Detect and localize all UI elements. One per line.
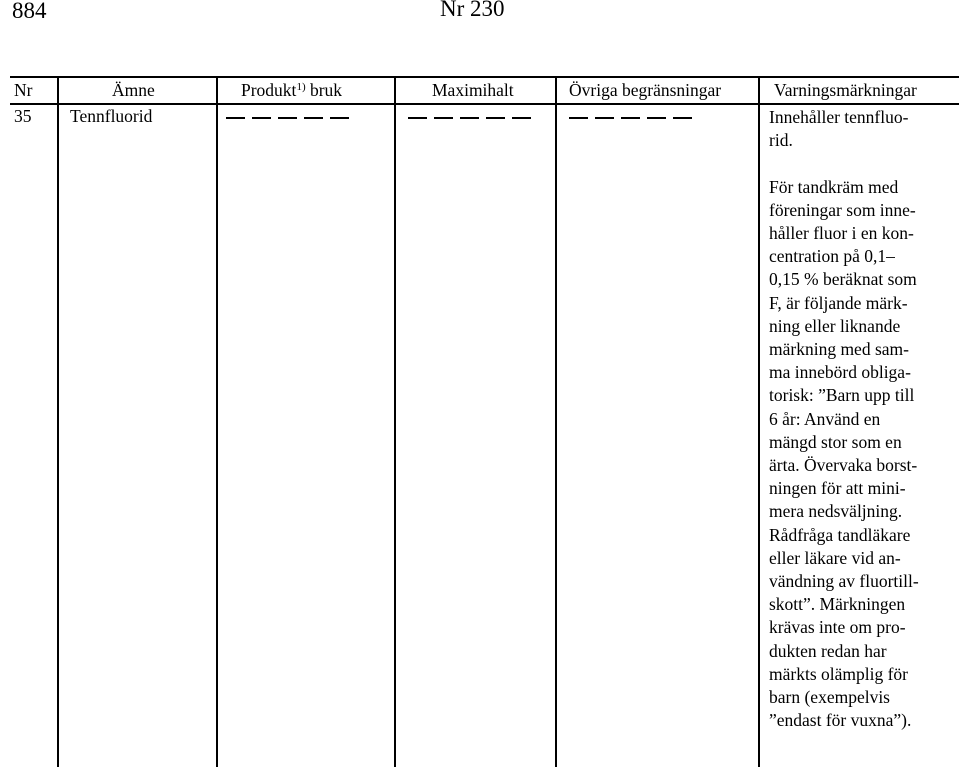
header-bruk-label: bruk	[309, 80, 343, 100]
page-number: 884	[12, 0, 47, 23]
column-divider	[555, 78, 557, 767]
warning-line: mera nedsväljning.	[769, 501, 903, 522]
warning-line: 6 år: Använd en	[769, 408, 881, 429]
column-divider	[758, 78, 760, 767]
header-bottom-rule	[10, 103, 959, 105]
warning-line: ärta. Övervaka borst-	[769, 455, 918, 476]
header-nr: Nr	[14, 80, 33, 100]
column-divider	[394, 78, 396, 767]
warning-line: 0,15 % beräknat som	[769, 269, 917, 290]
warning-line: För tandkräm med	[769, 176, 899, 197]
header-varningsmarkningar: Varningsmärkningar	[774, 80, 917, 100]
warning-line: rid.	[769, 130, 793, 151]
row-nr: 35	[14, 106, 32, 126]
column-divider	[57, 78, 59, 767]
header-ovriga-begransningar: Övriga begränsningar	[569, 80, 722, 100]
header-produkt	[241, 80, 342, 100]
warning-line: Rådfråga tandläkare	[769, 524, 911, 545]
warning-line: ma innebörd obliga-	[769, 362, 911, 383]
footnote-marker: 1)	[296, 81, 306, 93]
warning-line: centration på 0,1–	[769, 246, 895, 267]
warning-line: ningen för att mini-	[769, 478, 906, 499]
warning-line: krävas inte om pro-	[769, 617, 906, 638]
warning-line: märkning med sam-	[769, 339, 909, 360]
empty-cell-dashes-maximihalt	[408, 117, 531, 119]
warning-line	[769, 152, 954, 175]
warning-line: Innehåller tennfluo-	[769, 107, 909, 127]
warning-line: håller fluor i en kon-	[769, 223, 914, 244]
warning-line: F, är följande märk-	[769, 292, 908, 313]
warning-line: ”endast för vuxna”).	[769, 710, 912, 731]
empty-cell-dashes-ovriga	[569, 117, 692, 119]
header-produkt-label: Produkt	[241, 80, 297, 100]
header-amne: Ämne	[112, 80, 155, 100]
header-maximihalt: Maximihalt	[432, 80, 514, 100]
warning-line: torisk: ”Barn upp till	[769, 385, 915, 406]
table-top-rule	[10, 76, 959, 78]
warning-line: vändning av fluortill-	[769, 571, 919, 592]
empty-cell-dashes-produkt	[226, 117, 349, 119]
row-amne: Tennfluorid	[70, 106, 153, 126]
warning-line: märkts olämplig för	[769, 663, 909, 684]
column-divider	[216, 78, 218, 767]
row-varningsmarkning-text	[769, 106, 954, 732]
warning-line: barn (exempelvis	[769, 687, 890, 708]
warning-line: skott”. Märkningen	[769, 594, 906, 615]
warning-line: ning eller liknande	[769, 315, 901, 336]
warning-line: mängd stor som en	[769, 431, 902, 452]
issue-number: Nr 230	[440, 0, 505, 21]
warning-line: föreningar som inne-	[769, 199, 916, 220]
warning-line: eller läkare vid an-	[769, 547, 901, 568]
warning-line: dukten redan har	[769, 640, 887, 661]
